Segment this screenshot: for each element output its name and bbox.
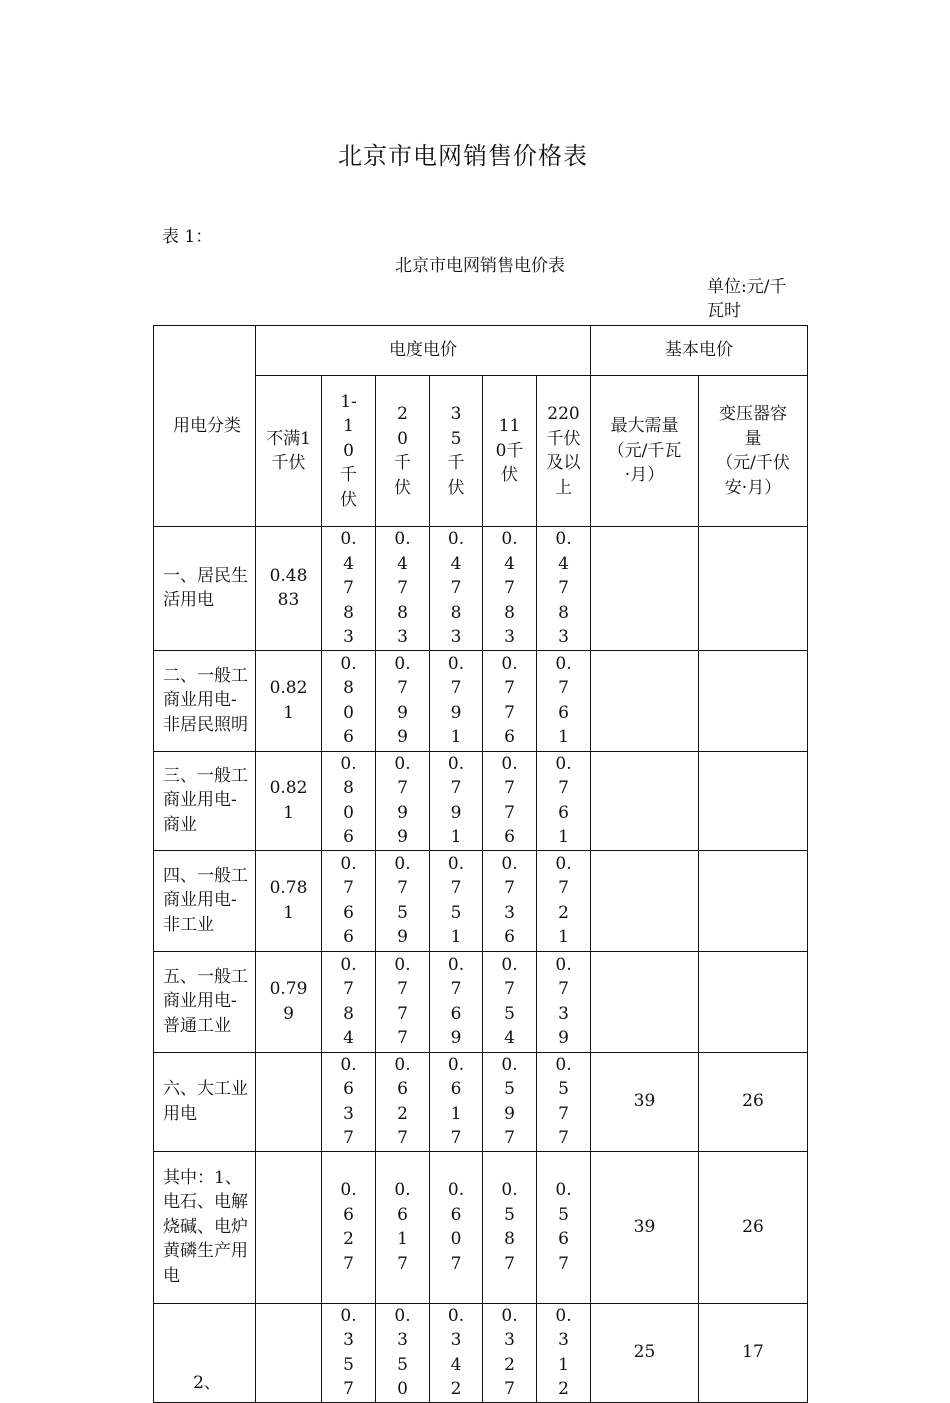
unit-note: 单位:元/千瓦时 xyxy=(707,277,787,321)
price-cell: 0.617 xyxy=(376,1151,430,1303)
price-cell: 0.357 xyxy=(322,1303,376,1402)
row-category: 二、一般工商业用电-非居民照明 xyxy=(154,650,256,751)
header-voltage: 220千伏及以上 xyxy=(537,376,591,527)
price-cell: 0.784 xyxy=(322,951,376,1052)
price-cell: 0.739 xyxy=(537,951,591,1052)
price-cell xyxy=(256,1303,322,1402)
price-cell: 0.597 xyxy=(483,1052,537,1151)
price-cell: 0.627 xyxy=(376,1052,430,1151)
price-cell: 0.327 xyxy=(483,1303,537,1402)
transformer-cell: 26 xyxy=(699,1052,808,1151)
price-cell: 0.777 xyxy=(376,951,430,1052)
transformer-cell xyxy=(699,951,808,1052)
header-voltage: 1-10千伏 xyxy=(322,376,376,527)
header-category: 用电分类 xyxy=(154,326,256,527)
price-cell: 0.4883 xyxy=(256,527,322,651)
price-cell: 0.4783 xyxy=(376,527,430,651)
transformer-cell xyxy=(699,850,808,951)
price-cell: 0.776 xyxy=(483,650,537,751)
max-demand-cell xyxy=(591,850,699,951)
price-cell xyxy=(256,1052,322,1151)
table-row xyxy=(154,951,808,1052)
price-cell: 0.567 xyxy=(537,1151,591,1303)
price-cell: 0.806 xyxy=(322,650,376,751)
header-basic-price: 基本电价 xyxy=(591,326,808,376)
max-demand-cell xyxy=(591,527,699,651)
price-cell: 0.312 xyxy=(537,1303,591,1402)
price-cell: 0.759 xyxy=(376,850,430,951)
header-voltage: 20千伏 xyxy=(376,376,430,527)
price-cell: 0.587 xyxy=(483,1151,537,1303)
price-cell: 0.627 xyxy=(322,1151,376,1303)
table-row xyxy=(154,527,808,651)
price-table xyxy=(153,325,808,1403)
table-row xyxy=(154,1151,808,1303)
price-cell: 0.577 xyxy=(537,1052,591,1151)
row-category: 六、大工业用电 xyxy=(154,1052,256,1151)
transformer-cell xyxy=(699,650,808,751)
price-cell: 0.761 xyxy=(537,751,591,850)
price-cell: 0.799 xyxy=(376,751,430,850)
price-cell: 0.4783 xyxy=(322,527,376,651)
max-demand-cell: 25 xyxy=(591,1303,699,1402)
price-cell: 0.821 xyxy=(256,650,322,751)
header-transformer-unit: （元/千伏安·月） xyxy=(716,453,790,498)
table-body xyxy=(154,527,808,1403)
price-cell xyxy=(256,1151,322,1303)
price-cell: 0.761 xyxy=(537,650,591,751)
page-title: 北京市电网销售价格表 xyxy=(338,142,588,170)
row-category: 一、居民生活用电 xyxy=(154,527,256,651)
header-max-demand-unit: （元/千瓦·月） xyxy=(607,440,682,486)
header-transformer xyxy=(699,376,808,527)
header-voltage: 不满1千伏 xyxy=(256,376,322,527)
max-demand-cell xyxy=(591,751,699,850)
price-cell: 0.769 xyxy=(430,951,483,1052)
price-cell: 0.617 xyxy=(430,1052,483,1151)
table-label: 表 1： xyxy=(162,227,213,247)
row-category: 2、 xyxy=(154,1303,256,1402)
price-cell: 0.4783 xyxy=(483,527,537,651)
price-cell: 0.342 xyxy=(430,1303,483,1402)
price-cell: 0.776 xyxy=(483,751,537,850)
header-transformer-label: 变压器容量 xyxy=(719,404,787,449)
header-max-demand xyxy=(591,376,699,527)
max-demand-cell: 39 xyxy=(591,1151,699,1303)
table-row xyxy=(154,1052,808,1151)
header-voltage: 35千伏 xyxy=(430,376,483,527)
price-cell: 0.751 xyxy=(430,850,483,951)
price-cell: 0.607 xyxy=(430,1151,483,1303)
price-cell: 0.350 xyxy=(376,1303,430,1402)
price-cell: 0.4783 xyxy=(430,527,483,651)
price-cell: 0.4783 xyxy=(537,527,591,651)
table-row xyxy=(154,650,808,751)
price-cell: 0.637 xyxy=(322,1052,376,1151)
max-demand-cell: 39 xyxy=(591,1052,699,1151)
row-category: 三、一般工商业用电-商业 xyxy=(154,751,256,850)
transformer-cell xyxy=(699,527,808,651)
table-subtitle: 北京市电网销售电价表 xyxy=(395,256,565,276)
table-row xyxy=(154,850,808,951)
transformer-cell xyxy=(699,751,808,850)
transformer-cell: 26 xyxy=(699,1151,808,1303)
price-cell: 0.799 xyxy=(256,951,322,1052)
table-row xyxy=(154,751,808,850)
price-cell: 0.799 xyxy=(376,650,430,751)
row-category: 四、一般工商业用电-非工业 xyxy=(154,850,256,951)
price-cell: 0.736 xyxy=(483,850,537,951)
header-energy-price: 电度电价 xyxy=(256,326,591,376)
price-cell: 0.806 xyxy=(322,751,376,850)
price-cell: 0.781 xyxy=(256,850,322,951)
header-voltage: 110千伏 xyxy=(483,376,537,527)
price-cell: 0.821 xyxy=(256,751,322,850)
price-cell: 0.721 xyxy=(537,850,591,951)
row-category: 其中：1、电石、电解烧碱、电炉黄磷生产用电 xyxy=(154,1151,256,1303)
header-max-demand-label: 最大需量 xyxy=(610,416,679,437)
price-cell: 0.754 xyxy=(483,951,537,1052)
row-category: 五、一般工商业用电-普通工业 xyxy=(154,951,256,1052)
price-cell: 0.791 xyxy=(430,751,483,850)
transformer-cell: 17 xyxy=(699,1303,808,1402)
max-demand-cell xyxy=(591,951,699,1052)
price-cell: 0.766 xyxy=(322,850,376,951)
table-row xyxy=(154,1303,808,1402)
price-cell: 0.791 xyxy=(430,650,483,751)
max-demand-cell xyxy=(591,650,699,751)
